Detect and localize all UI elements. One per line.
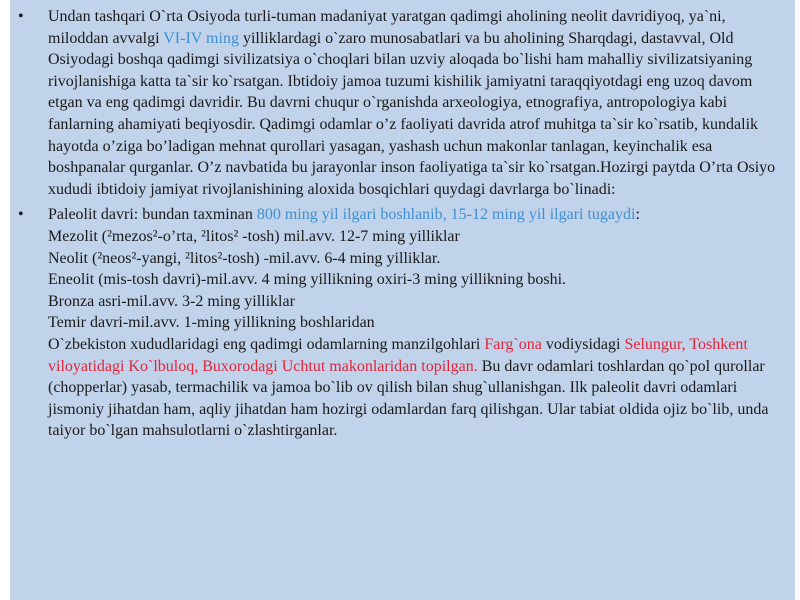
bullet-icon: •	[18, 206, 24, 224]
temir-line: Temir davri-mil.avv. 1-ming yillikning boshlaridan	[48, 314, 375, 332]
paleolit-text-a: Paleolit davri: bundan taxminan	[48, 206, 257, 224]
mezolit-line: Mezolit (²mezos²-o’rta, ²litos² -tosh) mil.avv. 12-7 ming yilliklar	[48, 227, 460, 245]
uzb-highlight-red-2: Selungur, Toshkent viloyatidagi Ko`lbuloq, Buxorodagi Uchtut makonlaridan topilgan.	[48, 335, 748, 375]
paleolit-line	[48, 204, 783, 226]
uzbekiston-paragraph	[48, 334, 783, 442]
slide-content	[18, 6, 783, 446]
uzb-highlight-red-1: Farg`ona	[484, 335, 542, 353]
slide-background	[10, 0, 795, 600]
uzb-text-a: O`zbekiston xududlaridagi eng qadimgi odamlarning manzilgohlari	[48, 335, 485, 353]
neolit-line: Neolit (²neos²-yangi, ²litos²-tosh) -mil.avv. 6-4 ming yilliklar.	[48, 249, 441, 267]
bronza-line: Bronza asri-mil.avv. 3-2 ming yilliklar	[48, 292, 295, 310]
paleolit-text-b: :	[635, 206, 640, 224]
bullet-icon: •	[18, 8, 24, 25]
bullet-paragraph-1	[18, 6, 783, 200]
p1-text-b: yilliklardagi o`zaro munosabatlari va bu aholining Sharqdagi, dastavval, Old Osiyodagi boshqa qadimgi sivilizatsiya o`choqlari bilan uzviy aloqada bo`lishi ham mahalliy sivilizatsiyaning rivojlanishiga katta ta`sir ko`rsatgan. Ibtidoiy jamoa tuzumi kishilik jamiyatni taraqqiyotdagi eng uzoq davom etgan va eng qadimgi davridir. Bu davrni chuqur o`rganishda arxeologiya, etnografiya, antropologiya kabi fanlarning ahamiyati beqiyosdir. Qadimgi odamlar o’z faoliyati davrida atrof muhitga ta`sir ko`rsatib, kundalik hayotda o’ziga bo’ladigan mehnat qurollari yasagan, yashash uchun makonlar tanlagan, keyinchalik esa boshpanalar qurganlar. O’z navbatida bu jarayonlar inson faoliyatiga ta`sir ko`rsatgan.Hozirgi paytda O’rta Osiyo xududi ibtidoiy jamiyat rivojlanishining aloxida bosqichlari quydagi davrlarga bo`linadi:	[48, 29, 776, 198]
uzb-text-c: Bu davr odamlari toshlardan qo`pol qurollar (chopperlar) yasab, termachilik va jamoa bo`lib ov qilish bilan shug`ullanishgan. Ilk paleolit davri odamlari jismoniy jihatdan ham, aqliy jihatdan ham hozirgi odamlardan farq qilishgan. Ular tabiat oldida ojiz bo`lib, unda taiyor bo`lgan mahsulotlarni o`zlashtirganlar.	[48, 357, 769, 440]
p1-highlight-blue: VI-IV ming	[163, 29, 239, 47]
eneolit-line: Eneolit (mis-tosh davri)-mil.avv. 4 ming yillikning oxiri-3 ming yillikning boshi.	[48, 271, 567, 289]
bullet-paragraph-2	[18, 204, 783, 442]
paleolit-highlight-blue: 800 ming yil ilgari boshlanib, 15-12 ming yil ilgari tugaydi	[256, 206, 636, 224]
p1-text-a: Undan tashqari O`rta Osiyoda turli-tuman madaniyat yaratgan qadimgi aholining neolit davridiyoq, ya`ni, miloddan avvalgi	[48, 8, 726, 47]
uzb-text-b: vodiysidagi	[541, 335, 625, 353]
